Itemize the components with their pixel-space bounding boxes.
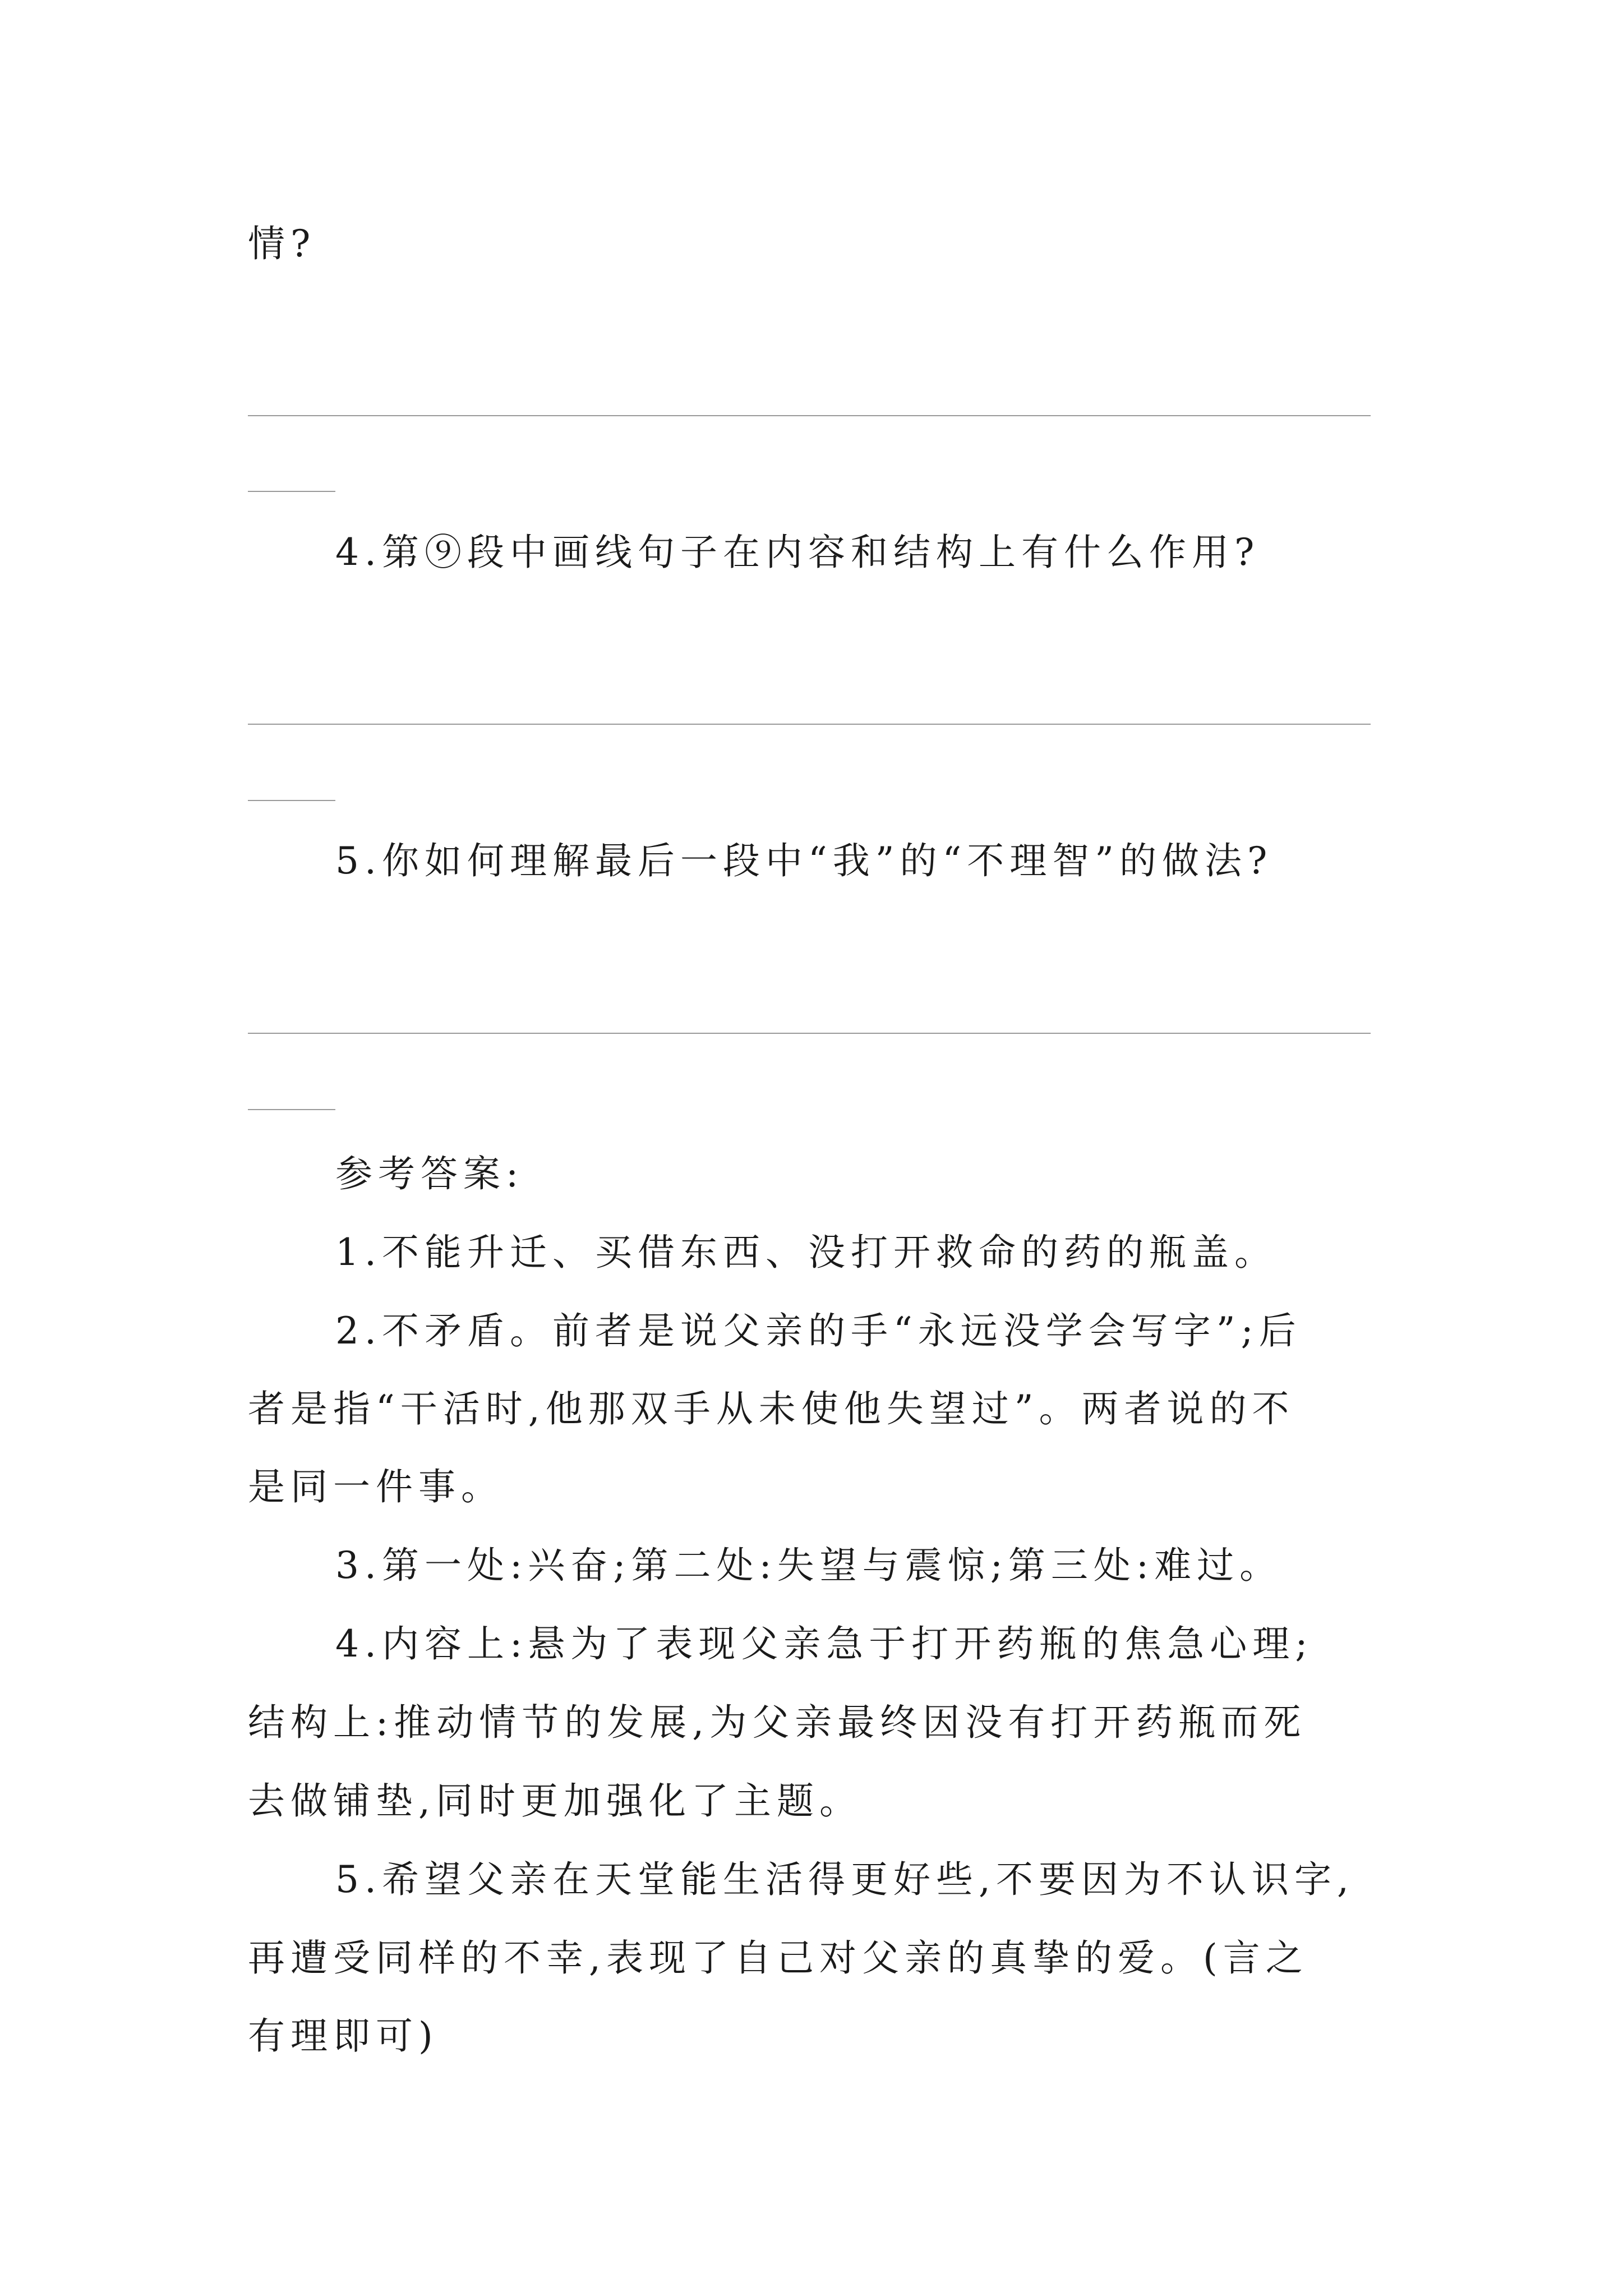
answer-3-line-1: 3.第一处:兴奋;第二处:失望与震惊;第三处:难过。 bbox=[335, 1544, 1283, 1587]
answer-2-line-3: 是同一件事。 bbox=[248, 1465, 504, 1508]
answer-5-line-2: 再遭受同样的不幸,表现了自己对父亲的真挚的爱。(言之 bbox=[248, 1936, 1308, 1980]
question-number: 5. bbox=[335, 839, 382, 882]
answers-heading: 参考答案: bbox=[335, 1152, 524, 1195]
answer-4-line-1: 4.内容上:悬为了表现父亲急于打开药瓶的焦急心理; bbox=[335, 1622, 1313, 1665]
answer-line-end bbox=[248, 1109, 335, 1110]
answer-line bbox=[248, 1033, 1371, 1034]
answer-line bbox=[248, 724, 1371, 725]
answer-5-line-3: 有理即可) bbox=[248, 2014, 439, 2058]
question-text: 第⑨段中画线句子在内容和结构上有什么作用? bbox=[381, 531, 1260, 574]
answer-1-line-1: 1.不能升迁、买借东西、没打开救命的药的瓶盖。 bbox=[335, 1231, 1277, 1274]
answer-line-end bbox=[248, 491, 335, 492]
answer-line bbox=[248, 415, 1371, 416]
question-4 bbox=[335, 531, 1260, 574]
question-text: 你如何理解最后一段中“我”的“不理智”的做法? bbox=[381, 839, 1273, 882]
answer-4-line-3: 去做铺垫,同时更加强化了主题。 bbox=[248, 1779, 862, 1823]
answer-2-line-1: 2.不矛盾。前者是说父亲的手“永远没学会写字”;后 bbox=[335, 1309, 1302, 1352]
question-5 bbox=[335, 839, 1273, 882]
question-number: 4. bbox=[335, 531, 382, 574]
answer-line-end bbox=[248, 800, 335, 801]
answer-5-line-1: 5.希望父亲在天堂能生活得更好些,不要因为不认识字, bbox=[335, 1858, 1354, 1901]
question-3-continuation: 情? bbox=[248, 222, 316, 265]
answer-2-line-2: 者是指“干活时,他那双手从未使他失望过”。两者说的不 bbox=[248, 1387, 1295, 1430]
answer-4-line-2: 结构上:推动情节的发展,为父亲最终因没有打开药瓶而死 bbox=[248, 1701, 1307, 1744]
